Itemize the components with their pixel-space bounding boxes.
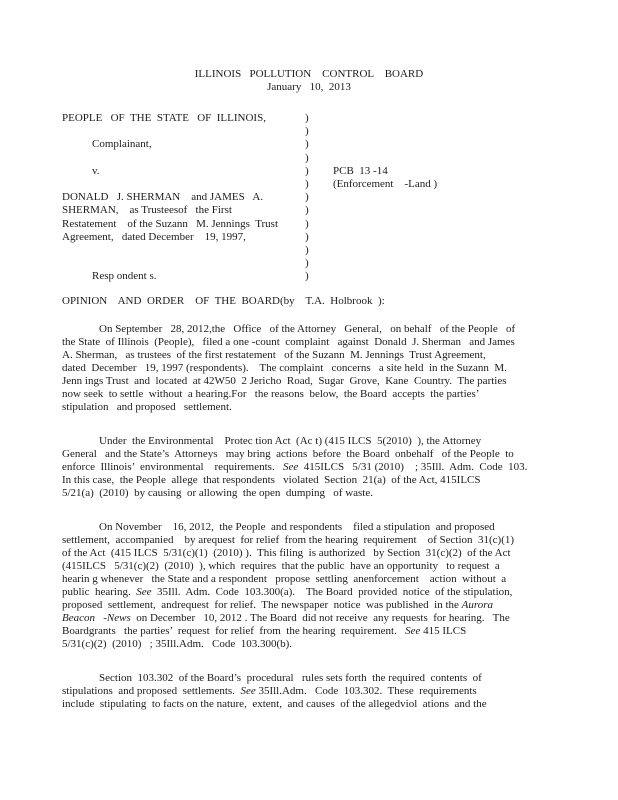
text-line	[62, 547, 618, 560]
text-segment: Under the Environmental Protec tion Act (Ac t) (415 ILCS 5(2010) ), the Attorney	[99, 435, 482, 448]
caption-paren: )	[305, 217, 309, 230]
text-segment: General and the State’s Attorneys may bring actions before the Board onbehalf of the People to	[62, 448, 514, 461]
caption-left-text: PEOPLE OF THE STATE OF ILLINOIS,	[62, 112, 266, 124]
caption-left-text: Agreement, dated December 19, 1997,	[62, 230, 246, 243]
caption-row	[62, 244, 618, 257]
caption-row	[62, 125, 618, 138]
caption-paren: )	[305, 151, 309, 164]
caption-paren: )	[305, 191, 309, 204]
text-line	[62, 401, 618, 414]
paragraph	[62, 435, 618, 500]
caption-paren: )	[305, 204, 309, 217]
case-caption	[62, 112, 618, 283]
italic-citation: See	[136, 586, 152, 599]
text-segment: Boardgrants the parties’ request for relief from the hearing requirement.	[62, 625, 406, 638]
paragraph	[62, 323, 618, 414]
caption-left-text	[62, 152, 305, 165]
text-line	[62, 323, 618, 336]
text-segment: 35Ill. Adm. Code 103.300(a). The Board provided notice of the stipulation,	[151, 586, 513, 599]
caption-row	[62, 231, 618, 244]
text-segment: 5/21(a) (2010) by causing or allowing the open dumping of waste.	[62, 487, 373, 500]
text-segment: On November 16, 2012, the People and respondents filed a stipulation and proposed	[99, 521, 495, 534]
text-line	[62, 698, 618, 711]
caption-paren: )	[305, 138, 309, 151]
text-segment: include stipulating to facts on the nature, extent, and causes of the allegedviol ations and the	[62, 698, 487, 711]
text-segment: the State of Illinois (People), filed a one -count complaint against Donald J. Sherman and James	[62, 336, 515, 349]
caption-paren: )	[305, 164, 309, 177]
text-line	[62, 586, 618, 599]
text-line	[62, 573, 618, 586]
caption-left-text: Resp ondent s.	[92, 270, 157, 283]
italic-citation: See	[240, 685, 256, 698]
text-segment: 415ILCS 5/31 (2010) ; 35Ill. Adm. Code 103.	[298, 461, 528, 474]
document-title: ILLINOIS POLLUTION CONTROL BOARD	[194, 68, 424, 80]
caption-row	[62, 257, 618, 270]
text-segment: Jenn ings Trust and located at 42W50 2 Jericho Road, Sugar Grove, Kane Country. The parties	[62, 375, 507, 388]
document-body	[62, 323, 618, 711]
text-line	[62, 461, 618, 474]
caption-row	[62, 138, 618, 151]
text-line	[62, 625, 618, 638]
caption-paren: )	[305, 125, 309, 138]
caption-left-text: Complainant,	[92, 138, 152, 151]
text-line	[62, 487, 618, 500]
text-line	[62, 435, 618, 448]
text-segment: settlement, accompanied by arequest for relief from the hearing requirement of Section 31(c)(1)	[62, 534, 515, 547]
text-segment: Section 103.302 of the Board’s procedural rules sets forth the required contents of	[99, 672, 482, 685]
text-line	[62, 375, 618, 388]
text-segment: now seek to settle without a hearing.For the reasons below, the Board accepts the parties’	[62, 388, 480, 401]
caption-right-text: PCB 13 -14	[333, 164, 388, 177]
text-segment: hearin g whenever the State and a respondent propose settling anenforcement action without a	[62, 573, 507, 586]
text-line	[62, 685, 618, 698]
text-line	[62, 534, 618, 547]
text-segment: public hearing.	[62, 586, 137, 599]
text-line	[62, 336, 618, 349]
text-line	[62, 362, 618, 375]
text-line	[62, 560, 618, 573]
text-line	[62, 638, 618, 651]
italic-citation: See	[405, 625, 421, 638]
text-segment: enforce Illinois’ environmental requirements.	[62, 461, 283, 474]
text-segment: dated December 19, 1997 (respondents). The complaint concerns a site held in the Suzann M.	[62, 362, 507, 375]
caption-paren: )	[305, 177, 309, 190]
text-segment: On September 28, 2012,the Office of the Attorney General, on behalf of the People of	[99, 323, 516, 336]
caption-row	[62, 218, 618, 231]
caption-row	[62, 152, 618, 165]
text-line	[62, 474, 618, 487]
paragraph	[62, 521, 618, 651]
caption-left-text: v.	[92, 164, 100, 177]
caption-row	[62, 165, 618, 178]
italic-citation: Aurora	[461, 599, 494, 612]
caption-row	[62, 270, 618, 283]
caption-left-text	[62, 257, 305, 270]
text-line	[62, 612, 618, 625]
text-segment: A. Sherman, as trustees of the first restatement of the Suzann M. Jennings Trust Agreement,	[62, 349, 486, 362]
text-segment: of the Act (415 ILCS 5/31(c)(1) (2010) ). This filing is authorized by Section 31(c)(2) of the Act	[62, 547, 511, 560]
document-date: January 10, 2013	[267, 81, 351, 93]
caption-paren: )	[305, 112, 309, 124]
text-segment: (415ILCS 5/31(c)(2) (2010) ), which requires that the public have an opportunity to request a	[62, 560, 500, 573]
text-segment: 5/31(c)(2) (2010) ; 35Ill.Adm. Code 103.300(b).	[62, 638, 293, 651]
text-segment: stipulations and proposed settlements.	[62, 685, 241, 698]
text-segment: In this case, the People allege that respondents violated Section 21(a) of the Act, 415ILCS	[62, 474, 481, 487]
caption-left-text: Restatement of the Suzann M. Jennings Trust	[62, 217, 279, 230]
text-segment: 35Ill.Adm. Code 103.302. These requirements	[255, 685, 477, 698]
caption-paren: )	[305, 230, 309, 243]
italic-citation: Beacon -News	[62, 612, 131, 625]
text-line	[62, 448, 618, 461]
caption-paren: )	[305, 243, 309, 256]
opinion-heading: OPINION AND ORDER OF THE BOARD(by T.A. Holbrook ):	[62, 295, 385, 308]
caption-row	[62, 112, 618, 125]
caption-right-text: (Enforcement -Land )	[333, 177, 438, 190]
text-line	[62, 388, 618, 401]
text-line	[62, 349, 618, 362]
caption-left-text	[62, 178, 305, 191]
caption-paren: )	[305, 257, 309, 270]
caption-row	[62, 178, 618, 191]
caption-left-text	[62, 125, 305, 138]
caption-left-text: SHERMAN, as Trusteesof the First	[62, 204, 232, 217]
text-line	[62, 521, 618, 534]
caption-left-text: DONALD J. SHERMAN and JAMES A.	[62, 191, 264, 204]
text-segment: on December 10, 2012 . The Board did not receive any requests for hearing. The	[130, 612, 510, 625]
paragraph	[62, 672, 618, 711]
text-segment: proposed settlement, andrequest for relief. The newspaper notice was published in the	[62, 599, 462, 612]
caption-left-text	[62, 244, 305, 257]
caption-paren: )	[305, 270, 309, 283]
text-segment: 415 ILCS	[420, 625, 467, 638]
text-line	[62, 599, 618, 612]
caption-row	[62, 204, 618, 217]
text-segment: stipulation and proposed settlement.	[62, 401, 232, 414]
caption-row	[62, 191, 618, 204]
italic-citation: See	[282, 461, 299, 474]
text-line	[62, 672, 618, 685]
